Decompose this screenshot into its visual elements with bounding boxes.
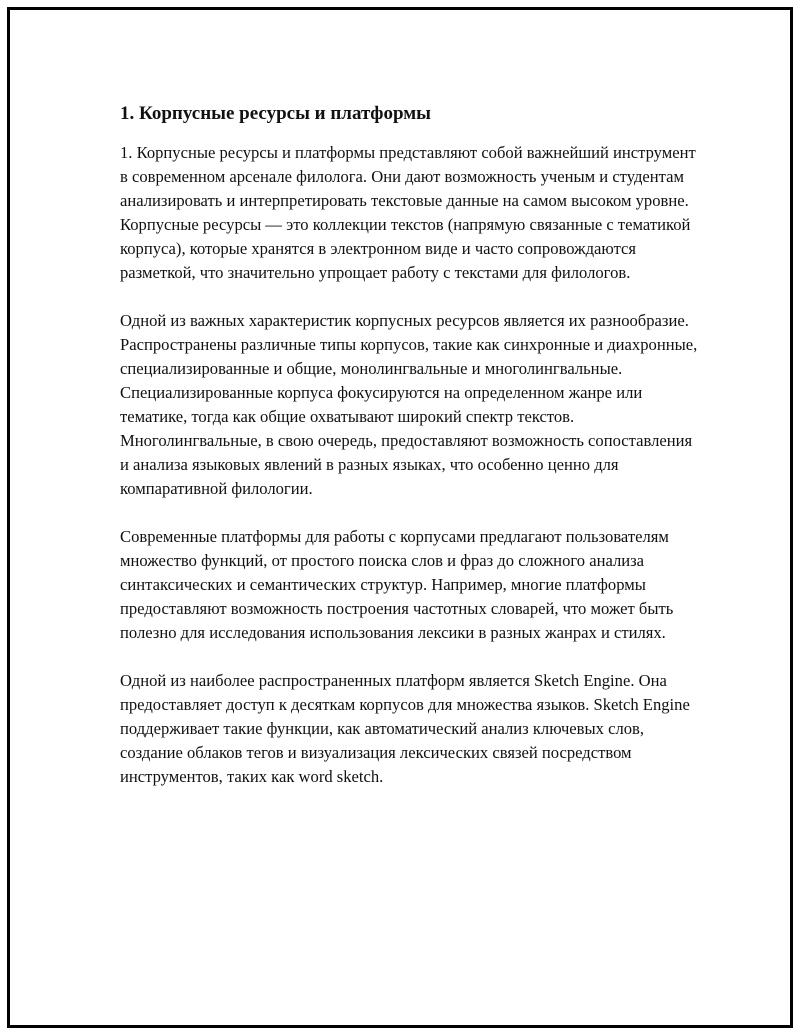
paragraph-2: Одной из важных характеристик корпусных ресурсов является их разнообразие. Распространены различные типы корпусов, такие как синхронные и диахронные, специализированные и общие, монолингвальные и многолингвальные. Специализированные корпуса фокусируются на определенном жанре или тематике, тогда как общие охватывают широкий спектр текстов. Многолингвальные, в свою очередь, предоставляют возможность сопоставления и анализа языковых явлений в разных языках, что особенно ценно для компаративной филологии. — [120, 311, 698, 498]
document-body — [120, 99, 700, 813]
paragraph-3: Современные платформы для работы с корпусами предлагают пользователям множество функций, от простого поиска слов и фраз до сложного анализа синтаксических и семантических структур. Например, многие платформы предоставляют возможность построения частотных словарей, что может быть полезно для исследования использования лексики в разных жанрах и стилях. — [120, 527, 674, 642]
paragraph-1: 1. Корпусные ресурсы и платформы представляют собой важнейший инструмент в современном арсенале филолога. Они дают возможность ученым и студентам анализировать и интерпретировать текстовые данные на самом высоком уровне. Корпусные ресурсы — это коллекции текстов (напрямую связанные с тематикой корпуса), которые хранятся в электронном виде и часто сопровождаются разметкой, что значительно упрощает работу с текстами для филологов. — [120, 143, 696, 282]
section-heading: 1. Корпусные ресурсы и платформы — [120, 103, 432, 124]
paragraph-4: Одной из наиболее распространенных платформ является Sketch Engine. Она предоставляет доступ к десяткам корпусов для множества языков. Sketch Engine поддерживает такие функции, как автоматический анализ ключевых слов, создание облаков тегов и визуализация лексических связей посредством инструментов, таких как word sketch. — [120, 671, 690, 786]
page-frame — [7, 7, 793, 1028]
